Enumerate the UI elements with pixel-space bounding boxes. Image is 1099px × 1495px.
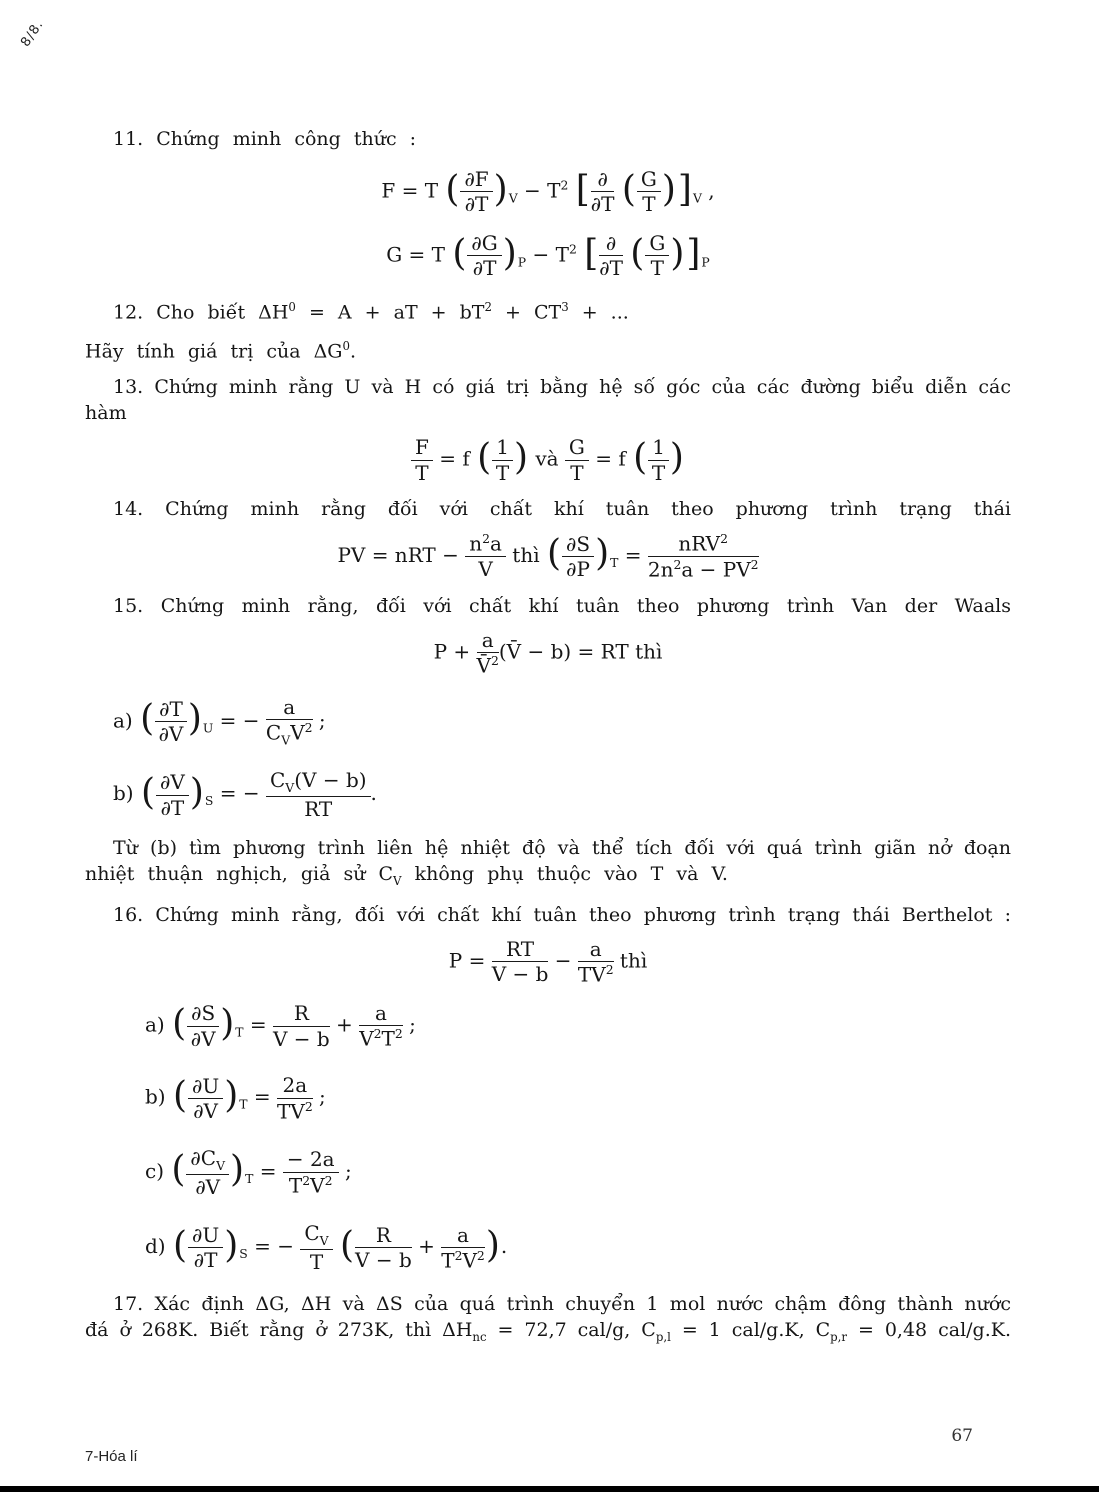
formula-11-f [85, 164, 1011, 220]
problem-12-line2 [85, 333, 1011, 364]
math-text: ∂T [160, 795, 185, 820]
math-sub: V [508, 190, 518, 206]
math-sup: 2 [476, 1247, 485, 1263]
math-text: , [701, 178, 715, 203]
math-sup: 2 [302, 1172, 311, 1188]
math-paren: ) [669, 436, 684, 478]
math-fraction [273, 1002, 330, 1050]
math-text: V − b [355, 1248, 412, 1273]
math-text: ∂F [464, 167, 489, 191]
math-text: (V̄ − b) = RT thì [498, 639, 663, 664]
math-fraction [492, 938, 549, 986]
math-paren: ) [595, 533, 610, 575]
math-text: ; [402, 1012, 416, 1037]
math-text: ∂V [158, 722, 184, 746]
math-text: = [618, 543, 648, 568]
math-sup: 2 [454, 1247, 463, 1263]
math-text: c) [145, 1159, 171, 1183]
math-fraction [578, 938, 614, 986]
math-text: ∂ [605, 230, 617, 255]
problem-16-item-b [145, 1070, 1011, 1126]
math-fraction [359, 1002, 403, 1050]
math-text [568, 178, 574, 202]
math-sub: T [610, 555, 619, 571]
math-sub: S [204, 793, 214, 809]
math-text: T [570, 460, 584, 485]
math-text: b) [145, 1085, 172, 1110]
math-text: thì [505, 543, 546, 568]
math-text: V [359, 1027, 374, 1052]
math-text: V − b [491, 962, 549, 987]
math-text: ∂U [192, 1073, 220, 1098]
math-paren: ( [445, 168, 460, 210]
math-fraction [355, 1224, 412, 1272]
math-sup: 2 [484, 299, 492, 314]
math-text: a [481, 628, 494, 653]
math-fraction [562, 533, 594, 581]
math-text: không phụ thuộc vào T và V. [401, 862, 728, 885]
problem-14-title: 14. Chứng minh rằng đối với chất khí tuân theo phương trình trạng thái [113, 498, 1011, 520]
math-text: = f [588, 446, 633, 471]
math-paren: ( [546, 533, 562, 575]
math-text: và [528, 446, 565, 471]
problem-16-item-d [145, 1218, 1011, 1277]
math-text: = [247, 1085, 278, 1110]
math-sup: 2 [482, 531, 490, 547]
math-text: F = T [381, 178, 445, 203]
formula-11-g [85, 228, 1011, 284]
math-paren: ) [220, 1003, 235, 1045]
math-text: T [651, 460, 666, 485]
math-paren: ] [677, 168, 692, 210]
math-text: V − b [272, 1026, 330, 1051]
problem-15-title: 15. Chứng minh rằng, đối với chất khí tuân theo phương trình Van der Waals [113, 595, 1011, 618]
math-sub: V [692, 190, 702, 206]
math-text: T [650, 256, 664, 281]
math-fraction [645, 232, 669, 280]
math-paren: ( [140, 698, 155, 740]
math-fraction [467, 232, 501, 280]
math-fraction [637, 168, 661, 216]
problem-16-item-a [145, 998, 1011, 1054]
problem-11-title: 11. Chứng minh công thức : [113, 128, 417, 150]
math-fraction [599, 232, 623, 280]
math-text: T [495, 460, 510, 485]
math-text: T [415, 460, 429, 485]
math-text: a [283, 694, 296, 719]
math-text: a [589, 936, 602, 961]
math-sub: V [393, 873, 402, 888]
math-text: n [469, 531, 483, 556]
math-text: ∂T [472, 256, 497, 281]
math-sup: 2 [560, 177, 569, 193]
math-fraction [465, 532, 506, 580]
math-fraction [266, 696, 313, 748]
math-text: nhiệt thuận nghịch, giả sử C [85, 862, 394, 885]
math-text: a [490, 531, 502, 556]
math-text: + ... [568, 300, 629, 323]
math-text: . [500, 1234, 508, 1259]
math-sup: 2 [605, 961, 614, 977]
math-text: ∂T [599, 256, 623, 281]
math-text: a) [113, 708, 140, 732]
math-sub: p,r [830, 1330, 848, 1345]
math-text: C [269, 768, 286, 793]
math-paren: ( [452, 232, 467, 274]
math-fraction [411, 436, 433, 484]
math-text: T [288, 1173, 303, 1198]
math-text: 2a [282, 1073, 308, 1098]
math-paren: ( [633, 436, 648, 478]
math-text: ∂V [195, 1174, 221, 1199]
formula-14 [85, 528, 1011, 585]
math-text: G [568, 435, 585, 460]
formula-13 [85, 432, 1011, 488]
scan-edge-bar [0, 1486, 1099, 1492]
math-paren: ) [224, 1224, 239, 1266]
math-text: C [304, 1221, 320, 1246]
math-text: ∂T [159, 696, 183, 721]
math-sup: 2 [568, 241, 577, 257]
math-text: R [293, 1001, 309, 1026]
math-text: ∂T [464, 192, 489, 217]
math-fraction [477, 629, 499, 677]
formula-16 [85, 934, 1011, 990]
math-fraction [565, 436, 589, 484]
math-text: = − [247, 1234, 301, 1259]
math-text: ∂V [190, 1026, 216, 1051]
math-fraction [188, 1224, 223, 1272]
math-text: T [381, 1027, 395, 1052]
math-fraction [441, 1224, 485, 1272]
math-sub: T [245, 1171, 254, 1186]
math-text: Hãy tính giá trị của ΔG [85, 340, 343, 363]
math-text: 12. Cho biết ΔH [113, 300, 289, 323]
problem-15-item-b [113, 765, 1011, 824]
math-fraction [648, 436, 669, 484]
math-text: đá ở 268K. Biết rằng ở 273K, thì ΔH [85, 1319, 473, 1342]
formula-15 [85, 625, 1011, 681]
math-text: TV [577, 962, 606, 987]
math-fraction [188, 1075, 223, 1123]
math-paren: ) [189, 771, 204, 813]
problem-17-line1: 17. Xác định ΔG, ΔH và ΔS của quá trình chuyển 1 mol nước chậm đông thành nước [113, 1293, 1011, 1316]
math-text: ∂G [471, 230, 498, 255]
math-text: PV = nRT − [337, 543, 466, 568]
math-text: thì [613, 948, 648, 973]
math-text: ∂P [566, 557, 590, 582]
math-sub: S [239, 1246, 248, 1262]
math-paren: [ [584, 232, 599, 274]
book-signature: 7-Hóa lí [85, 1448, 138, 1465]
math-fraction [186, 1147, 229, 1198]
math-fraction [460, 168, 492, 216]
math-text: G [640, 167, 657, 191]
math-paren: ( [630, 232, 645, 274]
math-paren: ( [477, 436, 492, 478]
math-sup: 2 [720, 531, 728, 546]
math-text: C [265, 720, 282, 745]
math-text: nRV [678, 531, 721, 556]
math-fraction [591, 168, 615, 216]
math-text: = A + aT + bT [295, 300, 485, 323]
problem-15-item-a [113, 692, 1011, 752]
math-paren: ) [661, 168, 676, 210]
math-text: ∂T [193, 1248, 218, 1273]
problem-15-note-line1: Từ (b) tìm phương trình liên hệ nhiệt độ và thể tích đối với quá trình giãn nở đoạn [113, 836, 1011, 859]
math-text: . [370, 781, 377, 806]
math-text: 1 [652, 435, 665, 460]
math-text: ∂ [597, 167, 608, 191]
math-text: a [375, 1000, 387, 1025]
math-sub: V [319, 1233, 329, 1249]
math-text: − [548, 948, 578, 973]
math-sup: 0 [342, 338, 350, 353]
math-text: ∂C [190, 1145, 217, 1170]
math-text: ; [312, 708, 326, 732]
math-text: ∂S [191, 1001, 216, 1026]
problem-16-item-c [145, 1143, 1011, 1202]
math-text: V [290, 720, 305, 745]
math-text: ∂V [160, 770, 185, 795]
math-text: a) [145, 1012, 172, 1037]
math-text: = 0,48 cal/g.K. [847, 1319, 1011, 1342]
math-text: ; [312, 1085, 326, 1110]
math-text: ∂T [590, 192, 615, 217]
math-text: = − [213, 708, 266, 732]
math-fraction [156, 771, 189, 819]
math-fraction [648, 532, 759, 581]
math-text: ; [338, 1159, 352, 1183]
math-fraction [283, 1148, 339, 1196]
math-fraction [277, 1074, 313, 1122]
math-text: V [310, 1173, 325, 1198]
math-text: = 72,7 cal/g, C [486, 1319, 656, 1342]
math-paren: ( [172, 1075, 188, 1117]
math-text: 2n [647, 557, 674, 582]
math-sub: V [281, 732, 291, 748]
math-sub: U [202, 720, 214, 735]
math-fraction [492, 436, 513, 484]
math-text: d) [145, 1234, 172, 1259]
problem-17-line2 [85, 1317, 1011, 1350]
math-paren: ) [670, 232, 685, 274]
math-text: ∂S [566, 531, 591, 556]
math-sup: 2 [304, 719, 313, 735]
math-fraction [300, 1222, 332, 1273]
math-paren: [ [575, 168, 590, 210]
math-sup: 3 [561, 299, 569, 314]
math-paren: ) [513, 436, 528, 478]
math-sub: T [239, 1097, 248, 1113]
math-paren: ) [485, 1224, 500, 1266]
math-paren: ( [172, 1224, 188, 1266]
math-text: T [441, 1248, 455, 1273]
math-text: − T [526, 242, 569, 267]
math-sub: P [517, 254, 527, 270]
problem-15-note-line2 [85, 861, 1011, 894]
math-text: TV [277, 1099, 305, 1124]
math-fraction [187, 1002, 219, 1050]
math-text: ∂U [192, 1222, 220, 1247]
math-text: G [649, 230, 666, 255]
math-sub: P [701, 254, 710, 270]
math-sup: 2 [750, 557, 759, 573]
problem-13-line2: hàm [85, 402, 127, 425]
math-text: − 2a [286, 1147, 335, 1172]
math-paren: ( [621, 168, 636, 210]
math-sup: 2 [394, 1026, 403, 1042]
math-paren: ( [140, 771, 156, 813]
math-paren: ( [172, 1003, 187, 1045]
math-sub: nc [472, 1330, 487, 1345]
math-text: a − PV [681, 557, 751, 582]
math-text: T [309, 1250, 324, 1275]
math-paren: ( [339, 1224, 355, 1266]
math-text: P = [448, 948, 492, 973]
math-text: b) [113, 781, 140, 806]
problem-16-title: 16. Chứng minh rằng, đối với chất khí tuân theo phương trình trạng thái Berthelot : [113, 903, 1011, 926]
math-sup: 2 [304, 1098, 313, 1114]
math-text: V [478, 557, 493, 582]
math-text: (V − b) [294, 768, 367, 793]
math-text: F [415, 435, 429, 460]
math-text: P + [433, 639, 477, 664]
math-paren: ] [686, 232, 701, 274]
math-sup: 2 [324, 1172, 333, 1188]
math-sup: 0 [288, 299, 296, 314]
math-text: + [329, 1012, 360, 1037]
math-text: = 1 cal/g.K, C [670, 1319, 831, 1342]
problem-12-line1 [85, 294, 1011, 325]
math-text: + [411, 1234, 442, 1259]
math-paren: ) [187, 698, 202, 740]
handwritten-corner-mark: 8/8. [18, 17, 47, 50]
math-sub: p,l [655, 1330, 671, 1345]
math-fraction [266, 769, 371, 820]
math-text: a [457, 1222, 469, 1247]
math-text [614, 178, 620, 202]
math-sub: T [235, 1024, 244, 1040]
math-text: = − [213, 781, 266, 806]
math-paren: ) [230, 1149, 245, 1191]
math-paren: ) [224, 1075, 239, 1117]
math-text: − T [517, 178, 561, 203]
math-text: = f [432, 446, 477, 471]
math-text: R [375, 1222, 391, 1247]
math-text: = [253, 1159, 283, 1183]
math-text: = [243, 1012, 273, 1037]
math-paren: ( [171, 1149, 186, 1191]
math-text: ∂V [193, 1099, 219, 1124]
math-text: V [462, 1248, 477, 1273]
math-text: V̄ [476, 654, 491, 679]
math-text: RT [304, 797, 333, 822]
math-sup: 2 [373, 1026, 382, 1042]
math-text: 1 [496, 435, 509, 460]
math-paren: ) [502, 232, 517, 274]
math-sub: V [285, 780, 295, 796]
math-text: + CT [491, 300, 562, 323]
math-fraction [155, 698, 187, 746]
math-text: RT [506, 936, 535, 961]
math-paren: ) [493, 168, 508, 210]
math-sub: V [216, 1157, 226, 1173]
math-text: G = T [386, 242, 452, 267]
math-text: . [349, 340, 357, 363]
math-sup: 2 [490, 653, 499, 669]
problem-13-line1: 13. Chứng minh rằng U và H có giá trị bằng hệ số góc của các đường biểu diễn các [113, 376, 1011, 399]
page-number: 67 [951, 1426, 973, 1446]
math-text: T [642, 192, 656, 217]
math-sup: 2 [673, 557, 682, 573]
